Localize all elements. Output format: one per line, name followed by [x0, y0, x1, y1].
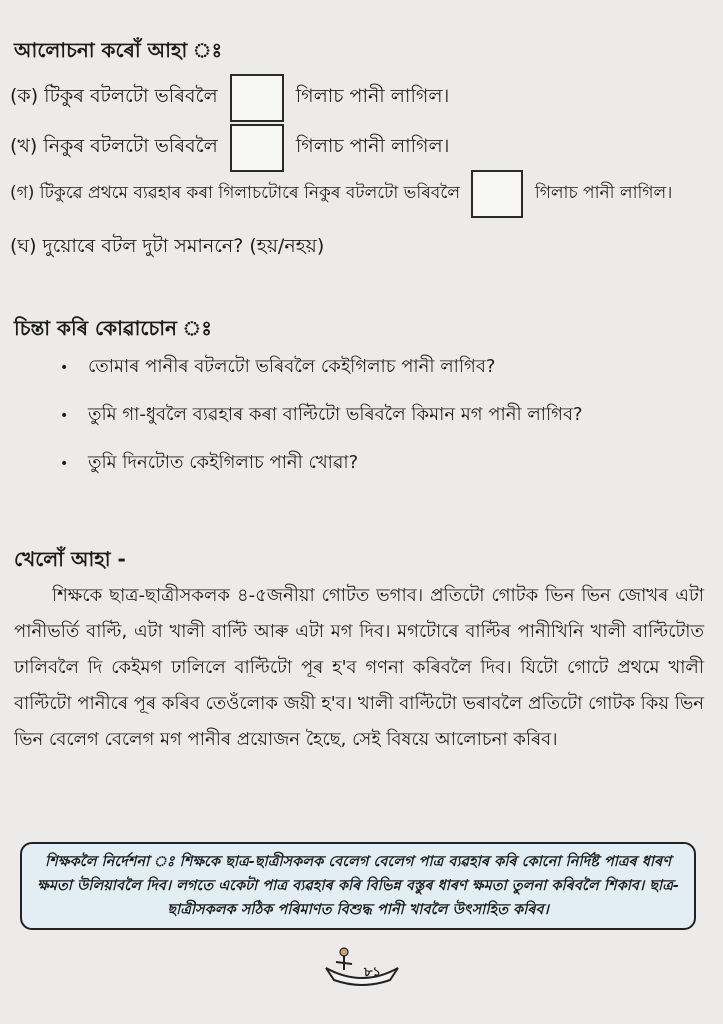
bullet-icon: • [60, 408, 69, 424]
boat-logo [322, 944, 402, 992]
think-item [60, 352, 495, 383]
question-ga-suffix: গিলাচ পানী লাগিল। [534, 183, 673, 203]
think-item-text: তুমি দিনটোত কেইগিলাচ পানী খোৱা? [88, 452, 359, 473]
teacher-note-text: শিক্ষকলৈ নিৰ্দেশনা ঃ শিক্ষকে ছাত্ৰ-ছাত্ৰীসকলক বেলেগ বেলেগ পাত্ৰ ব্যৱহাৰ কৰি কোনো নিৰ্দিষ্ট পাত্ৰৰ ধাৰণ ক্ষমতা উলিয়াবলৈ দিব। লগতে একেটা পাত্ৰ ব্যৱহাৰ কৰি বিভিন্ন বস্তুৰ ধাৰণ ক্ষমতা তুলনা কৰিবলৈ শিকাব। ছাত্ৰ-ছাত্ৰীসকলক সঠিক পৰিমাণত বিশুদ্ধ পানী খাবলৈ উৎসাহিত কৰিব। [37, 854, 679, 918]
question-ga [10, 170, 672, 218]
answer-box-ga[interactable] [471, 170, 523, 218]
question-kha-suffix: গিলাচ পানী লাগিল। [295, 135, 450, 157]
discuss-heading: আলোচনা কৰোঁ আহা ঃ [14, 38, 223, 62]
question-kha-prefix: (খ) নিকুৰ বটলটো ভৰিবলৈ [10, 135, 218, 157]
question-ka-prefix: (ক) টিকুৰ বটলটো ভৰিবলৈ [10, 85, 218, 107]
answer-box-ka[interactable] [230, 74, 284, 122]
boat-icon [322, 944, 402, 988]
play-paragraph: শিক্ষকে ছাত্ৰ-ছাত্ৰীসকলক ৪-৫জনীয়া গোটত ভগাব। প্ৰতিটো গোটক ভিন ভিন জোখৰ এটা পানীভৰ্তি বাল্টি, এটা খালী বাল্টি আৰু এটা মগ দিব। মগটোৰে বাল্টিৰ পানীখিনি খালী বাল্টিটোত ঢালিবলৈ দি কেইমগ ঢালিলে বাল্টিটো পূৰ হ'ব গণনা কৰিবলৈ দিব। যিটো গোটে প্ৰথমে খালী বাল্টিটো পানীৰে পূৰ কৰিব তেওঁলোক জয়ী হ'ব। খালী বাল্টিটো ভৰাবলৈ প্ৰতিটো গোটক কিয় ভিন ভিন বেলেগ বেলেগ মগ পানীৰ প্ৰয়োজন হৈছে, সেই বিষয়ে আলোচনা কৰিব। [14, 585, 704, 750]
question-gha: (ঘ) দুয়োৰে বটল দুটা সমাননে? (হয়/নহয়) [10, 235, 325, 257]
think-item-text: তোমাৰ পানীৰ বটলটো ভৰিবলৈ কেইগিলাচ পানী লাগিব? [88, 356, 496, 377]
teacher-note-box [20, 842, 696, 930]
think-item-text: তুমি গা-ধুবলৈ ব্যৱহাৰ কৰা বাল্টিটো ভৰিবলৈ কিমান মগ পানী লাগিব? [88, 404, 583, 425]
question-ga-prefix: (গ) টিকুৱে প্ৰথমে ব্যৱহাৰ কৰা গিলাচটোৰে নিকুৰ বটলটো ভৰিবলৈ [10, 183, 461, 203]
question-ka [10, 74, 449, 122]
bullet-icon: • [60, 360, 69, 376]
think-heading: চিন্তা কৰি কোৱাচোন ঃ [14, 316, 212, 340]
question-ka-suffix: গিলাচ পানী লাগিল। [295, 85, 450, 107]
think-item [60, 448, 358, 479]
page-number: ৮১ [364, 965, 381, 980]
answer-box-kha[interactable] [230, 124, 284, 172]
question-kha [10, 124, 449, 172]
think-item [60, 400, 583, 431]
bullet-icon: • [60, 456, 69, 472]
play-heading: খেলোঁ আহা - [14, 547, 126, 571]
